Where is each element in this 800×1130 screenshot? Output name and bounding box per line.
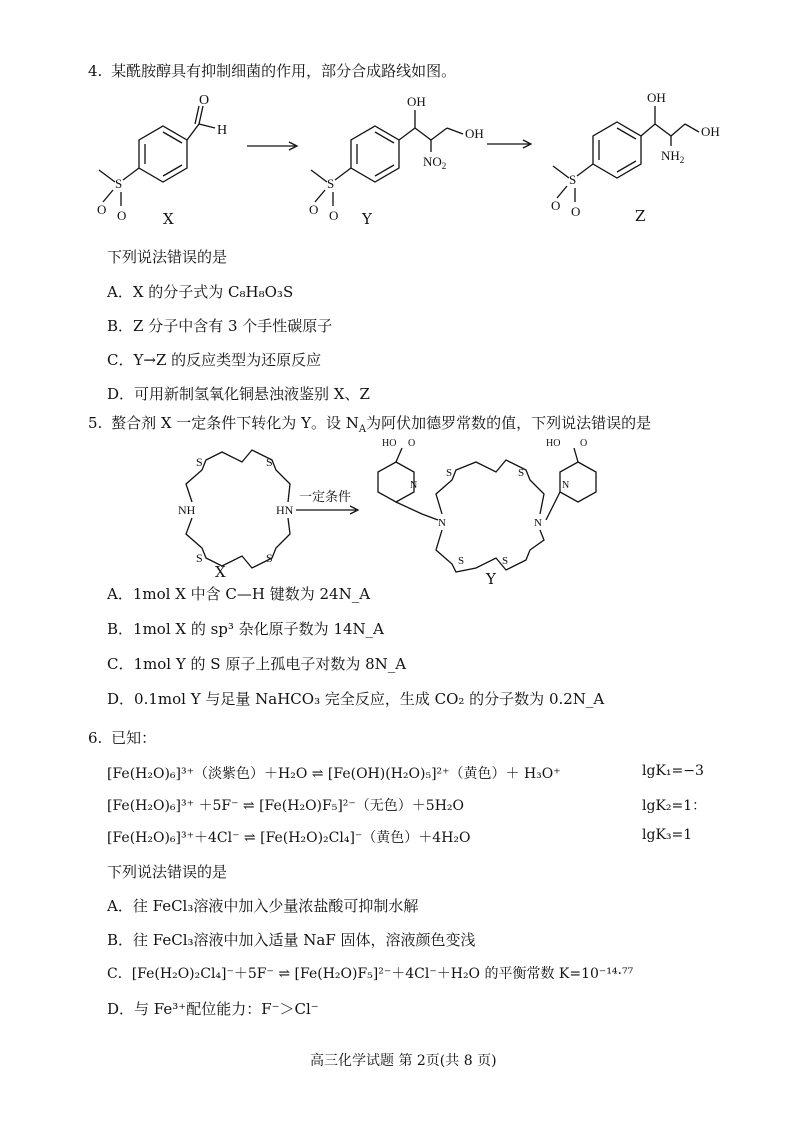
y-s-top-left: S	[446, 467, 453, 479]
q4-label-x: X	[163, 210, 174, 228]
q6-option-b: B．往 FeCl₃溶液中加入适量 NaF 固体，溶液颜色变浅	[107, 931, 476, 949]
q5-option-d: D．0.1mol Y 与足量 NaHCO₃ 完全反应，生成 CO₂ 的分子数为 0.2N_A	[107, 690, 605, 708]
q6-equation-2-k: lgK₂=1：	[642, 798, 707, 814]
x-s-top-right: S	[266, 455, 273, 469]
atom-oh1-z: OH	[647, 90, 666, 105]
page-footer: 高三化学试题 第 2页(共 8 页)	[310, 1053, 497, 1069]
q6-option-a: A．往 FeCl₃溶液中加入少量浓盐酸可抑制水解	[107, 897, 419, 915]
x-nh: NH	[178, 503, 196, 517]
q4-label-z: Z	[635, 207, 646, 225]
q6-stem-line	[88, 727, 156, 748]
atom-nh2-z: $NH_2$	[661, 148, 685, 165]
molecule-x	[97, 93, 227, 223]
q5-option-b: B．1mol X 的 sp³ 杂化原子数为 14N_A	[107, 620, 384, 638]
q4-reaction-scheme	[95, 88, 720, 238]
y-o-left: O	[408, 438, 416, 449]
molecule-y	[309, 94, 484, 223]
x-s-bottom-right: S	[266, 551, 273, 565]
atom-o2-x: O	[117, 208, 127, 223]
q5-number: 5.	[88, 414, 103, 432]
y-pyridine-n-left: N	[410, 480, 418, 491]
q5-stem-tail: 为阿伏加德罗常数的值，下列说法错误的是	[366, 414, 652, 432]
x-hn: HN	[276, 503, 294, 517]
q6-question: 下列说法错误的是	[107, 863, 228, 881]
q5-label-x: X	[215, 563, 226, 581]
y-pyridine-n-right: N	[562, 480, 570, 491]
q5-option-a: A．1mol X 中含 C—H 键数为 24N_A	[107, 585, 371, 603]
q6-equation-1-k: lgK₁=−3	[642, 763, 704, 779]
y-ho-right: HO	[546, 438, 561, 449]
atom-o1-y: O	[309, 202, 319, 217]
q4-option-c: C．Y→Z 的反应类型为还原反应	[107, 351, 322, 369]
q4-stem: 某酰胺醇具有抑制细菌的作用，部分合成路线如图。	[111, 62, 457, 80]
benzene-ring-z	[593, 122, 641, 178]
q5-stem-sub: A	[358, 424, 367, 435]
atom-no2-y: $NO_2$	[423, 154, 447, 171]
q5-option-c: C．1mol Y 的 S 原子上孤电子对数为 8N_A	[107, 655, 407, 673]
q4-option-d: D．可用新制氢氧化铜悬浊液鉴别 X、Z	[107, 385, 370, 403]
macrocycle-x	[178, 450, 294, 568]
atom-o1-x: O	[97, 202, 107, 217]
atom-h-x: H	[217, 123, 228, 138]
x-s-top-left: S	[196, 455, 203, 469]
q4-question: 下列说法错误的是	[107, 248, 228, 266]
y-n-right: N	[534, 517, 542, 529]
q4-option-a: A．X 的分子式为 C₈H₈O₃S	[107, 283, 294, 301]
atom-s-x: S	[115, 176, 123, 191]
q6-equation-1: [Fe(H₂O)₆]³⁺（淡紫色）＋H₂O ⇌ [Fe(OH)(H₂O)₅]²⁺（黄色）＋ H₃O⁺	[107, 766, 561, 782]
q6-stem: 已知：	[111, 729, 157, 747]
y-ho-left: HO	[382, 438, 397, 449]
atom-o2-y: O	[329, 208, 339, 223]
q6-equation-3-k: lgK₃=1	[642, 827, 693, 843]
x-s-bottom-left: S	[196, 551, 203, 565]
atom-s-z: S	[569, 172, 577, 187]
y-o-right: O	[580, 438, 588, 449]
q5-stem-line	[88, 412, 651, 435]
y-s-bottom-left: S	[458, 555, 465, 567]
macrocycle-y	[378, 438, 596, 572]
atom-o1-z: O	[551, 198, 561, 213]
atom-oh1-y: OH	[407, 94, 426, 109]
q5-stem: 螯合剂 X 一定条件下转化为 Y。设 N	[111, 414, 359, 432]
q5-label-y: Y	[486, 570, 496, 588]
atom-oh2-z: OH	[701, 124, 720, 139]
q6-equation-3: [Fe(H₂O)₆]³⁺＋4Cl⁻ ⇌ [Fe(H₂O)₂Cl₄]⁻（黄色）＋4H₂O	[107, 830, 471, 846]
benzene-ring-x	[139, 126, 187, 182]
y-s-top-right: S	[518, 467, 525, 479]
q4-option-b: B．Z 分子中含有 3 个手性碳原子	[107, 317, 333, 335]
atom-o-x: O	[199, 93, 210, 108]
q4-stem-line	[88, 60, 456, 81]
molecule-z	[551, 90, 720, 219]
y-s-bottom-right: S	[502, 555, 509, 567]
q5-reaction-scheme	[160, 440, 660, 580]
atom-o2-z: O	[571, 204, 581, 219]
pyridine-left	[378, 462, 414, 502]
atom-oh2-y: OH	[465, 126, 484, 141]
q6-option-c: C．[Fe(H₂O)₂Cl₄]⁻＋5F⁻ ⇌ [Fe(H₂O)F₅]²⁻＋4Cl⁻＋H₂O 的平衡常数 K=10⁻¹⁴·⁷⁷	[107, 966, 634, 982]
y-n-left: N	[438, 517, 446, 529]
q6-option-d: D．与 Fe³⁺配位能力：F⁻＞Cl⁻	[107, 1000, 319, 1018]
q4-label-y: Y	[362, 210, 372, 228]
q6-equation-2: [Fe(H₂O)₆]³⁺ ＋5F⁻ ⇌ [Fe(H₂O)F₅]²⁻（无色）＋5H₂O	[107, 798, 464, 814]
q6-number: 6.	[88, 729, 103, 747]
atom-s-y: S	[327, 176, 335, 191]
q5-arrow-label: 一定条件	[299, 490, 352, 505]
q4-number: 4.	[88, 62, 103, 80]
benzene-ring-y	[351, 126, 399, 182]
